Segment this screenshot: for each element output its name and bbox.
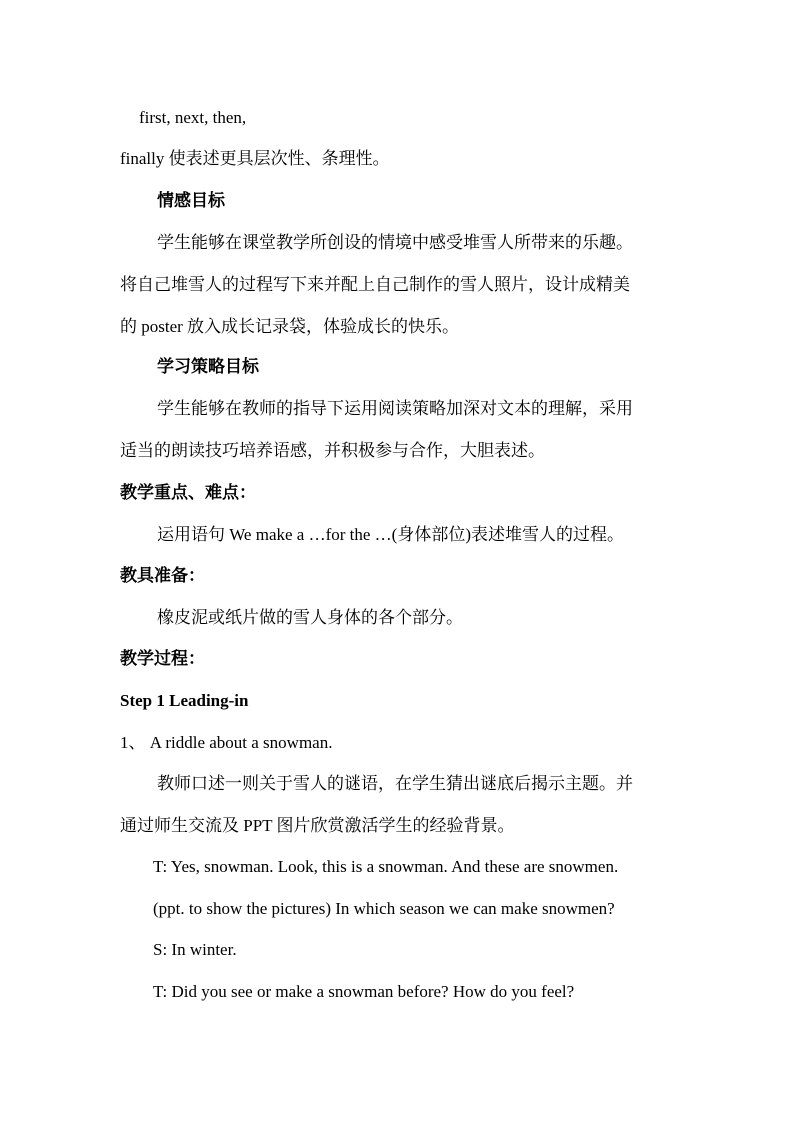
process-desc-line-1: 教师口述一则关于雪人的谜语，在学生猜出谜底后揭示主题。并: [157, 774, 633, 793]
affective-goal-line-2: 将自己堆雪人的过程写下来并配上自己制作的雪人照片，设计成精美: [120, 275, 630, 294]
process-heading: 教学过程：: [120, 649, 205, 668]
key-points-line-1: 运用语句 We make a …for the …(身体部位)表述堆雪人的过程。: [157, 525, 625, 544]
materials-heading: 教具准备：: [120, 566, 205, 585]
affective-goal-line-1: 学生能够在课堂教学所创设的情境中感受堆雪人所带来的乐趣。: [157, 233, 633, 252]
strategy-goal-line-2: 适当的朗读技巧培养语感，并积极参与合作，大胆表述。: [120, 441, 545, 460]
process-desc-line-2: 通过师生交流及 PPT 图片欣赏激活学生的经验背景。: [120, 816, 515, 835]
dialogue-line-3: S: In winter.: [153, 940, 237, 959]
strategy-goal-line-1: 学生能够在教师的指导下运用阅读策略加深对文本的理解，采用: [157, 399, 633, 418]
strategy-goal-heading: 学习策略目标: [157, 357, 259, 376]
intro-line-2: finally 使表述更具层次性、条理性。: [120, 149, 390, 168]
process-item-1: 1、 A riddle about a snowman.: [120, 733, 333, 752]
step-1-heading: Step 1 Leading-in: [120, 691, 249, 710]
affective-goal-heading: 情感目标: [157, 191, 225, 210]
dialogue-line-2: (ppt. to show the pictures) In which season we can make snowmen?: [153, 899, 615, 918]
dialogue-line-1: T: Yes, snowman. Look, this is a snowman. And these are snowmen.: [153, 857, 619, 876]
materials-line-1: 橡皮泥或纸片做的雪人身体的各个部分。: [157, 608, 463, 627]
affective-goal-line-3: 的 poster 放入成长记录袋，体验成长的快乐。: [120, 317, 460, 336]
intro-line-1: first, next, then,: [139, 108, 247, 127]
key-points-heading: 教学重点、难点：: [120, 483, 256, 502]
dialogue-line-4: T: Did you see or make a snowman before? How do you feel?: [153, 982, 575, 1001]
